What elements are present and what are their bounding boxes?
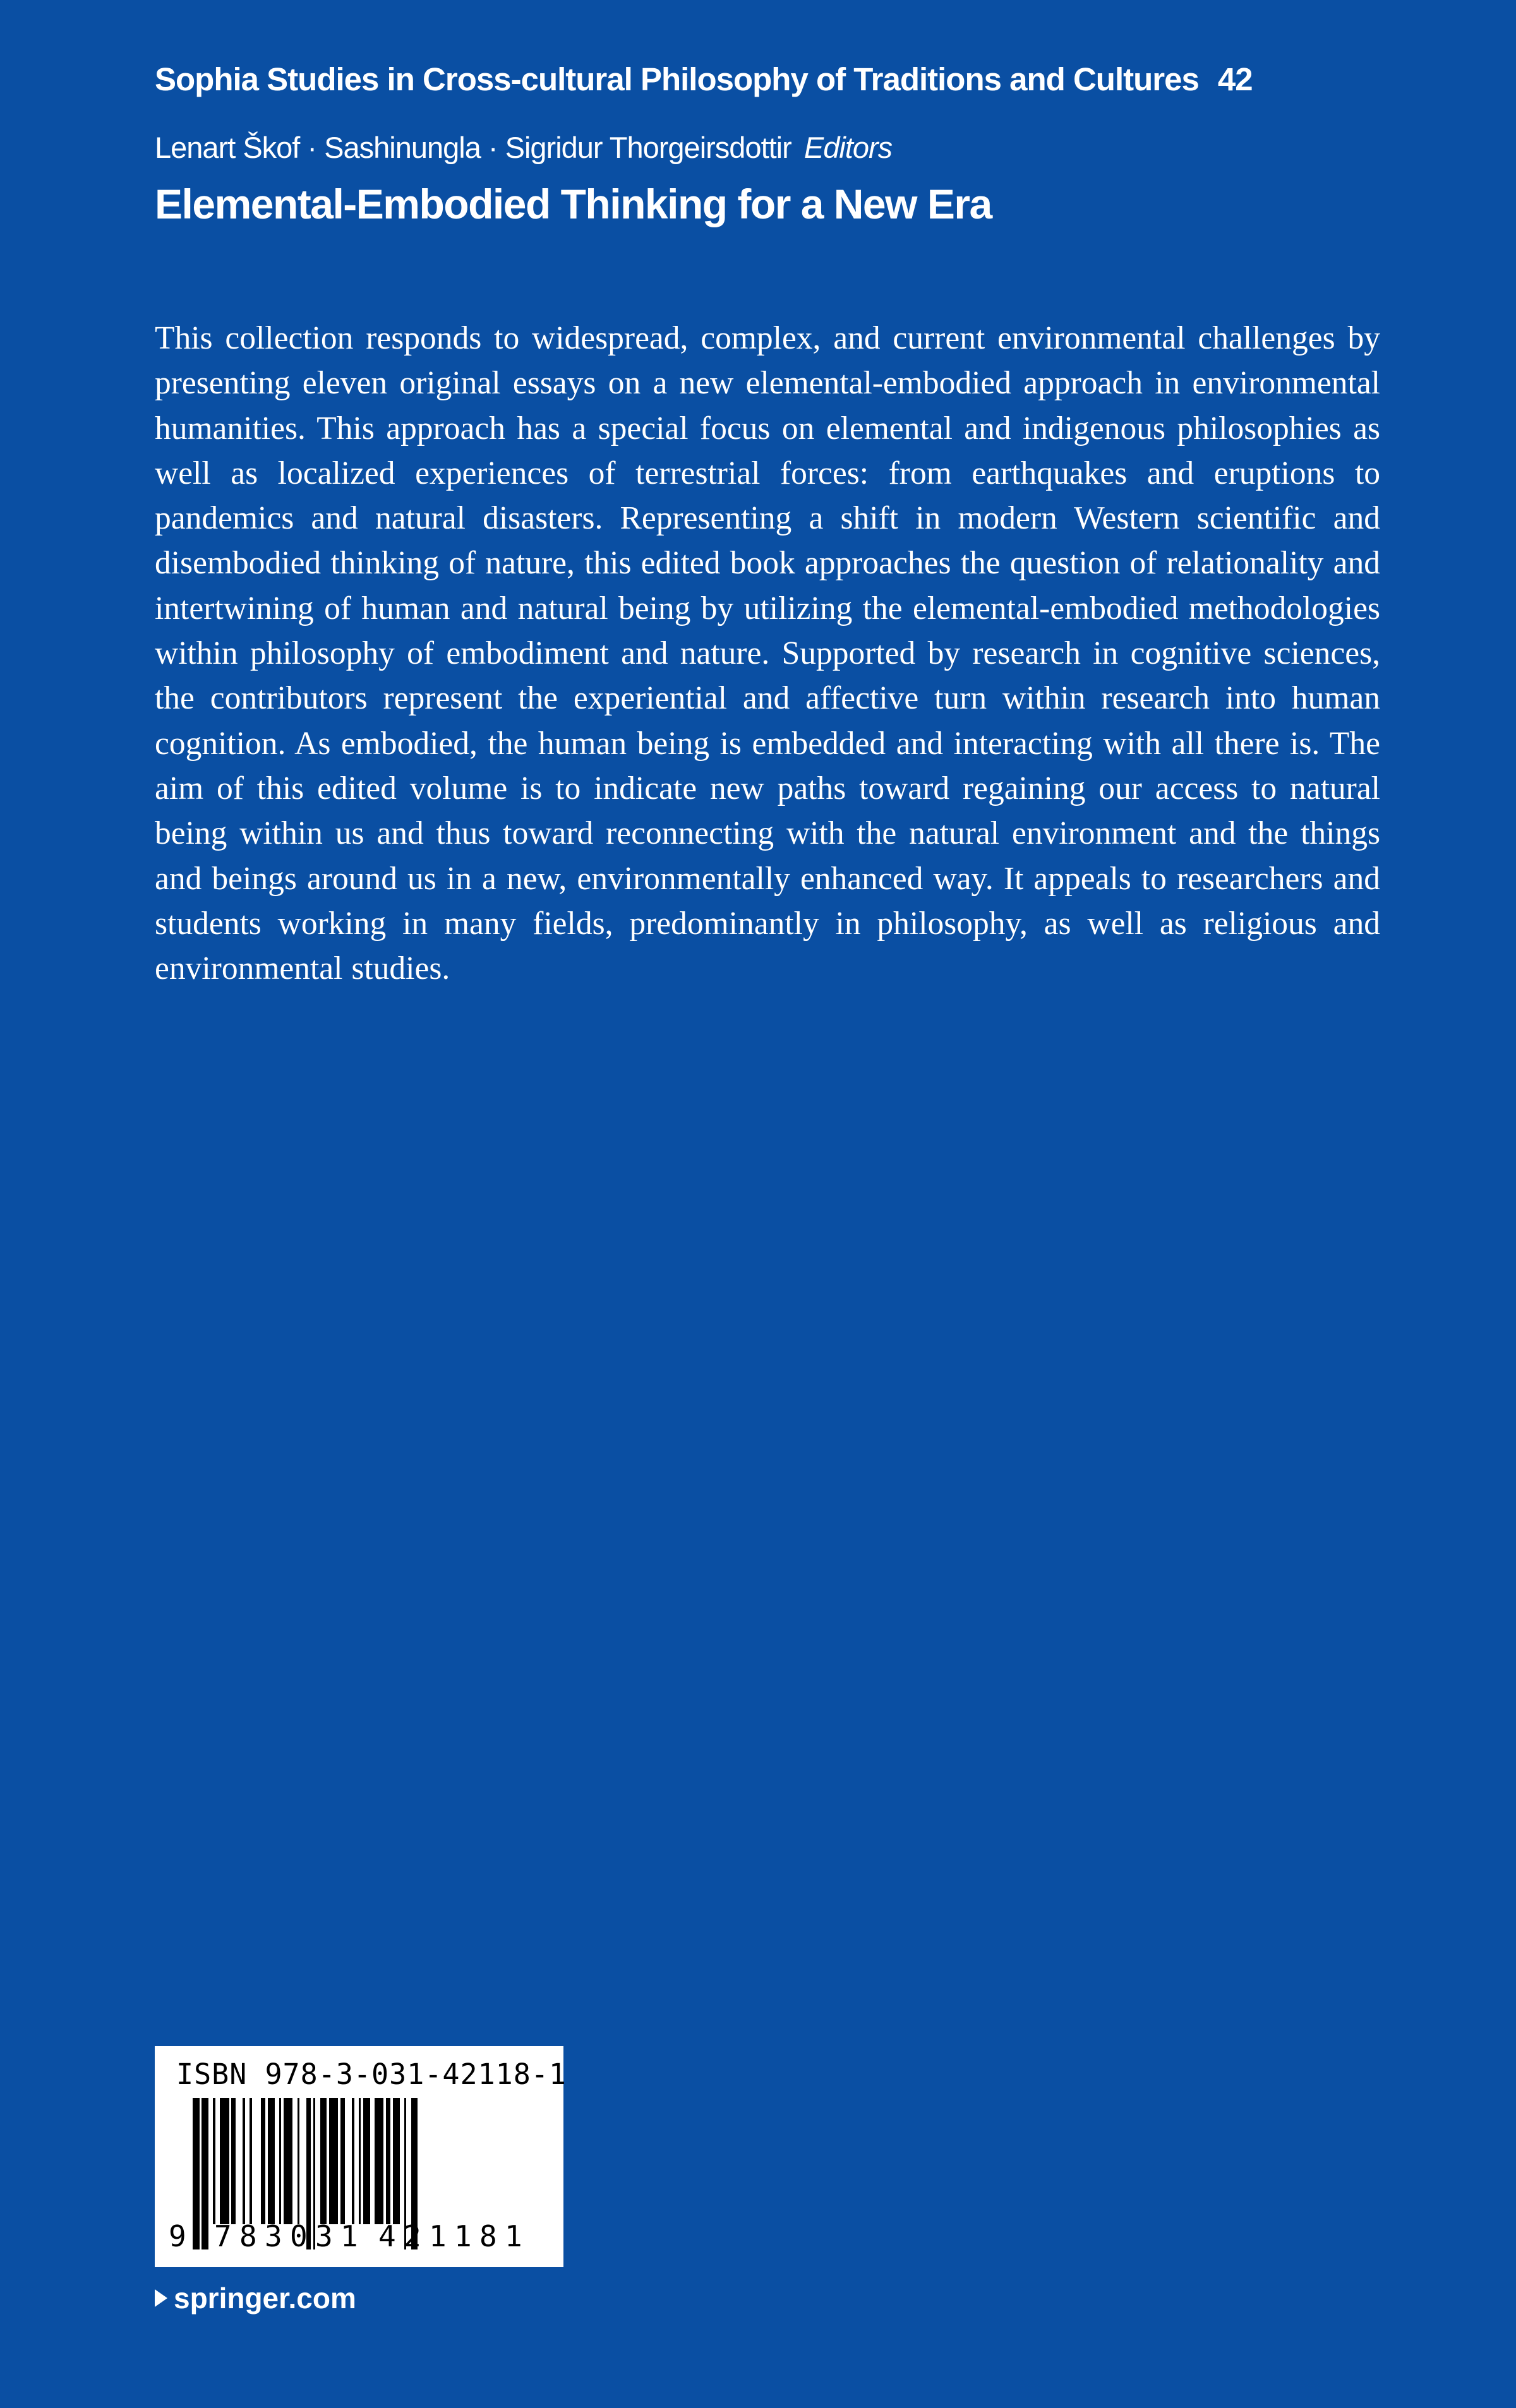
barcode-bar	[375, 2098, 383, 2224]
barcode-digit: 0	[290, 2219, 308, 2253]
barcode-digit: 7	[214, 2219, 232, 2253]
book-description: This collection responds to widespread, complex, and current environmental challenges by presenting eleven original essays on a new elemental-embodied approach in environmental humanities. This approach has a special focus on elemental and indigenous philosophies as well as localized experiences of terrestrial forces: from earthquakes and eruptions to pandemics and natural disasters. Representing a shift in modern Western scientific and disembodied thinking of nature, this edited book approaches the question of relationality and intertwining of human and natural being by utilizing the elemental-embodied methodologies within philosophy of embodiment and nature. Supported by research in cognitive sciences, the contributors represent the experiential and affective turn within research into human cognition. As embodied, the human being is embedded and interacting with all there is. The aim of this edited volume is to indicate new paths toward regaining our access to natural being within us and thus toward reconnecting with the natural environment and the things and beings around us in a new, environmentally enhanced way. It appeals to researchers and students working in many fields, predominantly in philosophy, as well as religious and environmental studies.	[155, 320, 1380, 987]
isbn-barcode	[155, 2046, 567, 2267]
barcode-digit: 3	[265, 2219, 282, 2253]
barcode-bar	[261, 2098, 265, 2224]
barcode-digit: 1	[505, 2219, 522, 2253]
barcode-bar	[279, 2098, 282, 2224]
editors-role: Editors	[803, 131, 893, 164]
barcode-bar	[352, 2098, 354, 2224]
barcode-bar	[340, 2098, 345, 2224]
barcode-digit: 8	[479, 2219, 497, 2253]
barcode-bar	[363, 2098, 370, 2224]
barcode-bar	[268, 2098, 275, 2224]
editors-line	[155, 130, 892, 165]
barcode-bar	[393, 2098, 400, 2224]
barcode-bar	[329, 2098, 338, 2224]
barcode-bar	[213, 2098, 215, 2224]
barcode-digit: 3	[315, 2219, 333, 2253]
barcode-digits	[169, 2217, 554, 2256]
barcode-bar	[284, 2098, 292, 2224]
series-name: Sophia Studies in Cross-cultural Philosophy of Traditions and Cultures	[155, 61, 1199, 97]
book-title: Elemental-Embodied Thinking for a New Era	[155, 181, 992, 227]
publisher-url: springer.com	[174, 2282, 356, 2315]
barcode-bar	[386, 2098, 390, 2224]
barcode-digit: 1	[429, 2219, 447, 2253]
barcode-bar	[231, 2098, 236, 2224]
isbn-label: ISBN 978-3-031-42118-1	[176, 2058, 567, 2091]
barcode-digit: 9	[169, 2219, 186, 2253]
barcode-bar	[243, 2098, 245, 2224]
barcode-digit: 1	[340, 2219, 358, 2253]
publisher-link[interactable]	[155, 2281, 356, 2315]
barcode-bar	[298, 2098, 300, 2224]
barcode-digit: 4	[378, 2219, 396, 2253]
arrow-right-icon	[155, 2289, 167, 2307]
barcode-bar	[220, 2098, 229, 2224]
barcode-bar	[359, 2098, 361, 2224]
barcode-bar	[250, 2098, 252, 2224]
barcode-digit: 8	[239, 2219, 257, 2253]
barcode-bar	[320, 2098, 327, 2224]
barcode-digit: 2	[404, 2219, 421, 2253]
series-line	[155, 61, 1253, 98]
barcode-digit: 1	[454, 2219, 472, 2253]
series-number: 42	[1217, 61, 1253, 97]
editor-names: Lenart Škof · Sashinungla · Sigridur Thorgeirsdottir	[155, 131, 791, 164]
